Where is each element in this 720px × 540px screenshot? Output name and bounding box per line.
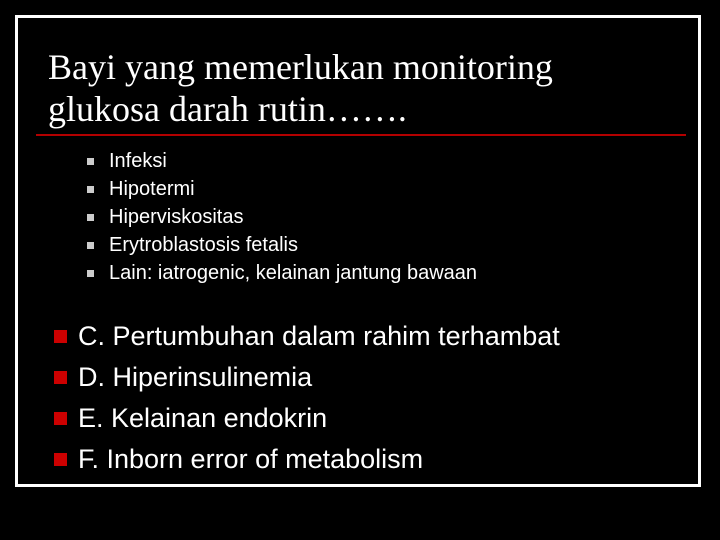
square-bullet-icon xyxy=(54,453,67,466)
sub-item-text: Hipotermi xyxy=(109,178,195,200)
sub-item-text: Erytroblastosis fetalis xyxy=(109,234,298,256)
main-item-text: E. Kelainan endokrin xyxy=(78,403,328,433)
title-line-2: glukosa darah rutin……. xyxy=(48,89,407,129)
title-line-1: Bayi yang memerlukan monitoring xyxy=(48,47,553,87)
main-item-text: D. Hiperinsulinemia xyxy=(78,362,313,392)
sub-list-item xyxy=(86,147,477,175)
main-list-item xyxy=(54,316,560,357)
slide-title xyxy=(48,46,688,130)
square-bullet-icon xyxy=(54,330,67,343)
square-bullet-icon xyxy=(87,214,94,221)
square-bullet-icon xyxy=(54,371,67,384)
sub-list-item xyxy=(86,259,477,287)
main-bullet-list xyxy=(54,316,560,480)
main-item-text: F. Inborn error of metabolism xyxy=(78,444,424,474)
square-bullet-icon xyxy=(87,186,94,193)
sub-item-text: Lain: iatrogenic, kelainan jantung bawaan xyxy=(109,262,478,284)
sub-list-item xyxy=(86,203,477,231)
square-bullet-icon xyxy=(87,242,94,249)
square-bullet-icon xyxy=(87,270,94,277)
sub-bullet-list xyxy=(86,147,477,287)
sub-item-text: Hiperviskositas xyxy=(109,206,244,228)
title-divider xyxy=(36,134,686,136)
main-item-text: C. Pertumbuhan dalam rahim terhambat xyxy=(78,321,560,351)
sub-item-text: Infeksi xyxy=(109,150,167,172)
square-bullet-icon xyxy=(87,158,94,165)
sub-list-item xyxy=(86,175,477,203)
square-bullet-icon xyxy=(54,412,67,425)
main-list-item xyxy=(54,357,560,398)
sub-list-item xyxy=(86,231,477,259)
main-list-item xyxy=(54,398,560,439)
main-list-item xyxy=(54,439,560,480)
